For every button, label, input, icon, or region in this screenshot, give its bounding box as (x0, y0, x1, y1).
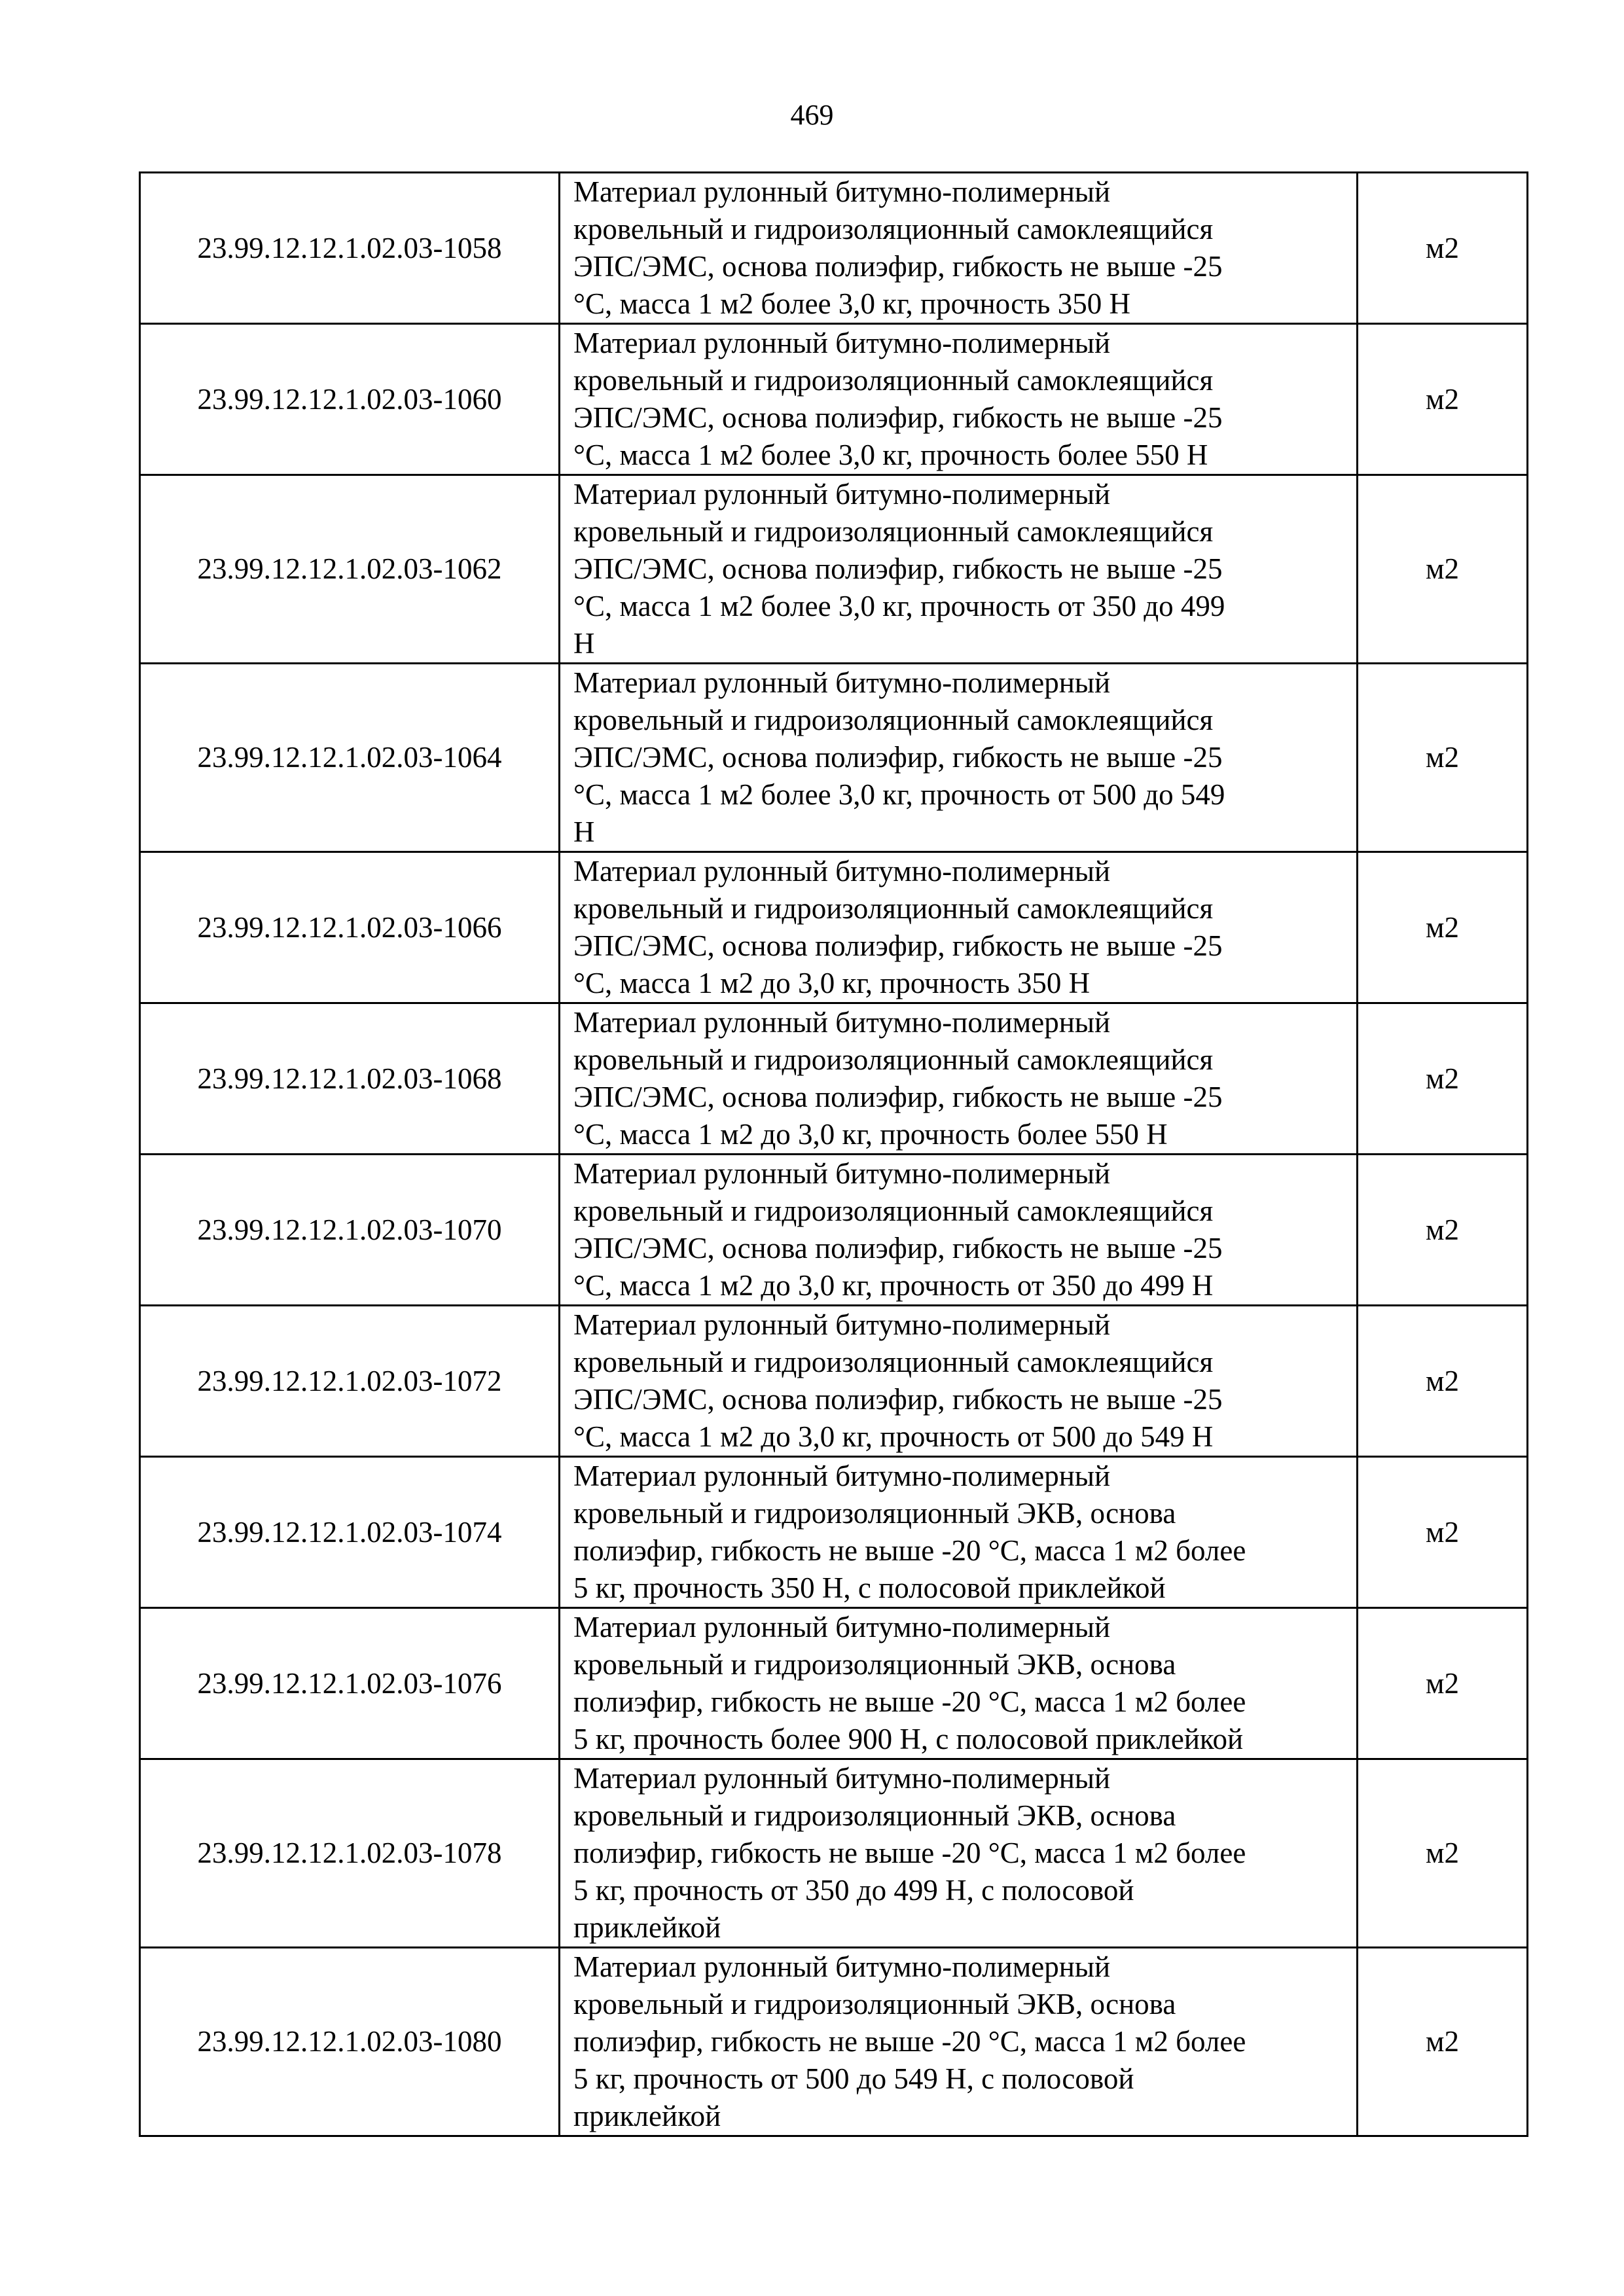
material-description (560, 1948, 1358, 2136)
description-line: 5 кг, прочность 350 Н, с полосовой приклейкой (573, 1571, 1166, 1604)
material-code: 23.99.12.12.1.02.03-1070 (140, 1155, 560, 1306)
description-line: ЭПС/ЭМС, основа полиэфир, гибкость не выше -25 (573, 401, 1223, 434)
unit-of-measure: м2 (1358, 475, 1528, 664)
description-line: Материал рулонный битумно-полимерный (573, 1950, 1111, 1983)
description-line: полиэфир, гибкость не выше -20 °С, масса 1 м2 более (573, 2025, 1246, 2058)
table-row (140, 475, 1528, 664)
material-code: 23.99.12.12.1.02.03-1074 (140, 1457, 560, 1608)
unit-of-measure: м2 (1358, 1759, 1528, 1948)
table-row (140, 852, 1528, 1003)
description-line: ЭПС/ЭМС, основа полиэфир, гибкость не выше -25 (573, 552, 1223, 585)
unit-of-measure: м2 (1358, 1608, 1528, 1759)
material-code: 23.99.12.12.1.02.03-1062 (140, 475, 560, 664)
description-line: Материал рулонный битумно-полимерный (573, 666, 1111, 699)
page-number: 469 (790, 99, 834, 131)
unit-of-measure: м2 (1358, 852, 1528, 1003)
description-line: 5 кг, прочность от 500 до 549 Н, с полосовой (573, 2062, 1134, 2095)
unit-of-measure: м2 (1358, 664, 1528, 852)
unit-of-measure: м2 (1358, 173, 1528, 324)
materials-table (139, 171, 1528, 2137)
table-row (140, 1608, 1528, 1759)
material-code: 23.99.12.12.1.02.03-1068 (140, 1003, 560, 1155)
description-line: полиэфир, гибкость не выше -20 °С, масса 1 м2 более (573, 1534, 1246, 1567)
description-line: полиэфир, гибкость не выше -20 °С, масса 1 м2 более (573, 1685, 1246, 1718)
description-line: °С, масса 1 м2 более 3,0 кг, прочность от 350 до 499 (573, 590, 1225, 622)
description-line: кровельный и гидроизоляционный самоклеящийся (573, 213, 1214, 245)
material-code: 23.99.12.12.1.02.03-1058 (140, 173, 560, 324)
table-row (140, 1948, 1528, 2136)
description-line: °С, масса 1 м2 более 3,0 кг, прочность более 550 Н (573, 439, 1208, 471)
description-line: кровельный и гидроизоляционный ЭКВ, основа (573, 1648, 1176, 1681)
material-description (560, 1457, 1358, 1608)
description-line: кровельный и гидроизоляционный самоклеящийся (573, 1194, 1214, 1227)
material-description (560, 324, 1358, 475)
description-line: кровельный и гидроизоляционный самоклеящийся (573, 1043, 1214, 1076)
description-line: °С, масса 1 м2 до 3,0 кг, прочность от 500 до 549 Н (573, 1420, 1214, 1453)
table-body (140, 173, 1528, 2136)
material-description (560, 1306, 1358, 1457)
description-line: °С, масса 1 м2 до 3,0 кг, прочность 350 Н (573, 967, 1091, 999)
unit-of-measure: м2 (1358, 1003, 1528, 1155)
description-line: Материал рулонный битумно-полимерный (573, 1611, 1111, 1643)
material-description (560, 1155, 1358, 1306)
table-row (140, 1155, 1528, 1306)
description-line: Материал рулонный битумно-полимерный (573, 1762, 1111, 1795)
material-description (560, 173, 1358, 324)
description-line: 5 кг, прочность от 350 до 499 Н, с полосовой (573, 1874, 1134, 1907)
description-line: Материал рулонный битумно-полимерный (573, 175, 1111, 208)
description-line: кровельный и гидроизоляционный ЭКВ, основа (573, 1497, 1176, 1530)
table-row (140, 1306, 1528, 1457)
description-line: приклейкой (573, 2100, 721, 2132)
unit-of-measure: м2 (1358, 1457, 1528, 1608)
material-description (560, 852, 1358, 1003)
description-line: Материал рулонный битумно-полимерный (573, 1460, 1111, 1492)
table-row (140, 173, 1528, 324)
material-code: 23.99.12.12.1.02.03-1072 (140, 1306, 560, 1457)
description-line: кровельный и гидроизоляционный самоклеящийся (573, 892, 1214, 925)
description-line: °С, масса 1 м2 до 3,0 кг, прочность более 550 Н (573, 1118, 1168, 1151)
description-line: ЭПС/ЭМС, основа полиэфир, гибкость не выше -25 (573, 250, 1223, 283)
description-line: °С, масса 1 м2 более 3,0 кг, прочность 350 Н (573, 287, 1130, 320)
description-line: Н (573, 816, 595, 848)
description-line: кровельный и гидроизоляционный ЭКВ, основа (573, 1799, 1176, 1832)
description-line: кровельный и гидроизоляционный ЭКВ, основа (573, 1988, 1176, 2020)
description-line: полиэфир, гибкость не выше -20 °С, масса 1 м2 более (573, 1837, 1246, 1869)
material-description (560, 1608, 1358, 1759)
table-row (140, 1759, 1528, 1948)
description-line: ЭПС/ЭМС, основа полиэфир, гибкость не выше -25 (573, 1232, 1223, 1265)
description-line: ЭПС/ЭМС, основа полиэфир, гибкость не выше -25 (573, 1383, 1223, 1416)
material-description (560, 664, 1358, 852)
description-line: 5 кг, прочность более 900 Н, с полосовой приклейкой (573, 1723, 1244, 1755)
material-code: 23.99.12.12.1.02.03-1080 (140, 1948, 560, 2136)
table-row (140, 664, 1528, 852)
material-code: 23.99.12.12.1.02.03-1078 (140, 1759, 560, 1948)
description-line: Материал рулонный битумно-полимерный (573, 478, 1111, 511)
material-code: 23.99.12.12.1.02.03-1066 (140, 852, 560, 1003)
description-line: ЭПС/ЭМС, основа полиэфир, гибкость не выше -25 (573, 1081, 1223, 1113)
unit-of-measure: м2 (1358, 1948, 1528, 2136)
description-line: ЭПС/ЭМС, основа полиэфир, гибкость не выше -25 (573, 929, 1223, 962)
material-description (560, 1003, 1358, 1155)
unit-of-measure: м2 (1358, 1306, 1528, 1457)
description-line: приклейкой (573, 1911, 721, 1944)
description-line: Материал рулонный битумно-полимерный (573, 1157, 1111, 1190)
description-line: кровельный и гидроизоляционный самоклеящийся (573, 1346, 1214, 1378)
description-line: Материал рулонный битумно-полимерный (573, 1006, 1111, 1039)
description-line: ЭПС/ЭМС, основа полиэфир, гибкость не выше -25 (573, 741, 1223, 774)
description-line: °С, масса 1 м2 до 3,0 кг, прочность от 350 до 499 Н (573, 1269, 1214, 1302)
material-description (560, 475, 1358, 664)
description-line: Материал рулонный битумно-полимерный (573, 1308, 1111, 1341)
description-line: кровельный и гидроизоляционный самоклеящийся (573, 364, 1214, 397)
material-code: 23.99.12.12.1.02.03-1076 (140, 1608, 560, 1759)
material-description (560, 1759, 1358, 1948)
description-line: Материал рулонный битумно-полимерный (573, 327, 1111, 359)
unit-of-measure: м2 (1358, 1155, 1528, 1306)
material-code: 23.99.12.12.1.02.03-1060 (140, 324, 560, 475)
table-row (140, 1003, 1528, 1155)
unit-of-measure: м2 (1358, 324, 1528, 475)
table-row (140, 324, 1528, 475)
material-code: 23.99.12.12.1.02.03-1064 (140, 664, 560, 852)
description-line: Материал рулонный битумно-полимерный (573, 855, 1111, 888)
description-line: °С, масса 1 м2 более 3,0 кг, прочность от 500 до 549 (573, 778, 1225, 811)
description-line: кровельный и гидроизоляционный самоклеящийся (573, 515, 1214, 548)
table-row (140, 1457, 1528, 1608)
description-line: кровельный и гидроизоляционный самоклеящийся (573, 704, 1214, 736)
description-line: Н (573, 627, 595, 660)
